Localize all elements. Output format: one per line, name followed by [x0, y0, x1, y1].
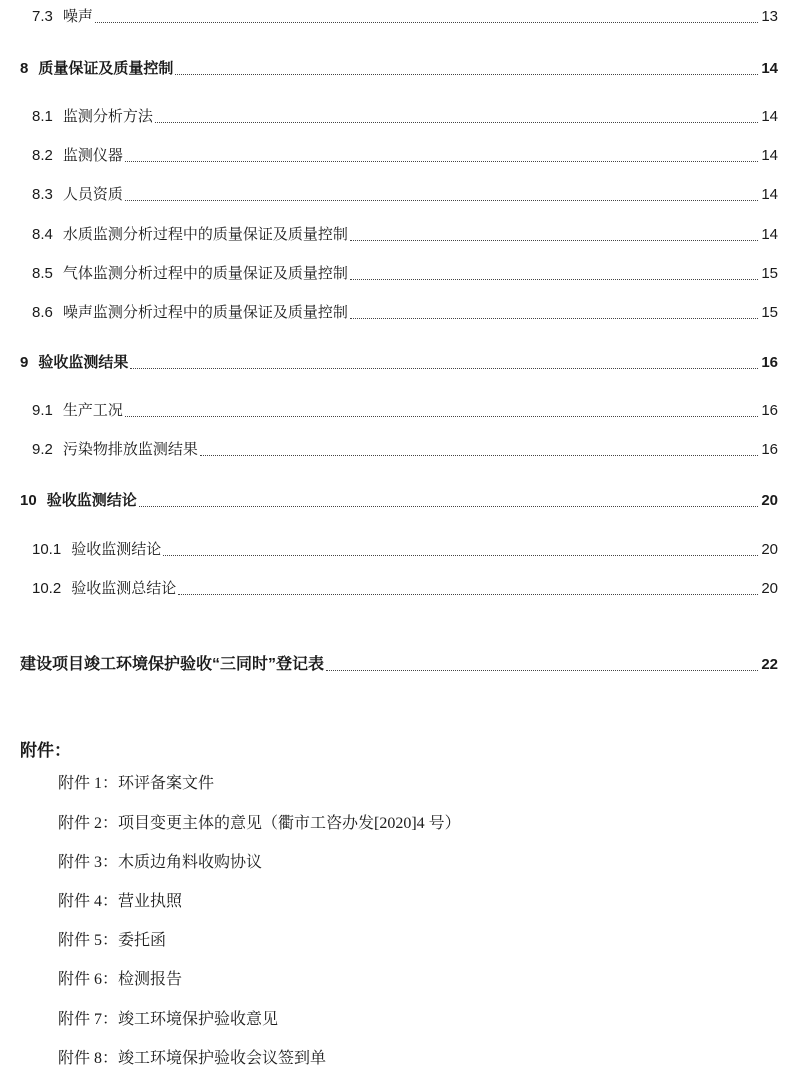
attachment-item: 附件 3：木质边角料收购协议	[58, 854, 263, 871]
toc-entry-label: 8.3 人员资质	[32, 186, 123, 203]
toc-page-number: 20	[761, 492, 778, 509]
dot-leader	[200, 455, 758, 456]
toc-page-number: 15	[761, 304, 778, 321]
attachment-item: 附件 4：营业执照	[58, 893, 183, 910]
toc-entry-label: 8.5 气体监测分析过程中的质量保证及质量控制	[32, 265, 348, 282]
toc-page-number: 14	[761, 186, 778, 203]
toc-entry-label: 8.6 噪声监测分析过程中的质量保证及质量控制	[32, 304, 348, 321]
dot-leader	[125, 416, 758, 417]
dot-leader	[125, 200, 758, 201]
dot-leader	[326, 670, 758, 671]
toc-entry-label: 9 验收监测结果	[20, 354, 129, 371]
toc-entry[interactable]	[32, 303, 778, 323]
toc-page-number: 14	[761, 147, 778, 164]
toc-page-number: 20	[761, 541, 778, 558]
toc-page-number: 13	[761, 8, 778, 25]
toc-page-number: 22	[761, 656, 778, 673]
toc-entry-label: 10 验收监测结论	[20, 492, 137, 509]
attachment-item: 附件 1：环评备案文件	[58, 775, 215, 792]
dot-leader	[130, 368, 758, 369]
toc-entry-label: 8.4 水质监测分析过程中的质量保证及质量控制	[32, 226, 348, 243]
toc-entry[interactable]	[32, 264, 778, 284]
dot-leader	[95, 22, 758, 23]
toc-page-number: 16	[761, 354, 778, 371]
toc-entry[interactable]	[32, 540, 778, 560]
toc-page-number: 16	[761, 402, 778, 419]
toc-registry-entry[interactable]	[20, 655, 778, 675]
toc-entry[interactable]	[32, 225, 778, 245]
toc-page-number: 14	[761, 108, 778, 125]
toc-page-number: 16	[761, 441, 778, 458]
toc-entry[interactable]	[32, 7, 778, 27]
toc-entry-label: 7.3 噪声	[32, 8, 93, 25]
toc-entry[interactable]	[32, 146, 778, 166]
attachment-item: 附件 2：项目变更主体的意见（衢市工咨办发[2020]4 号）	[58, 815, 461, 832]
dot-leader	[175, 74, 758, 75]
toc-entry-label: 9.2 污染物排放监测结果	[32, 441, 198, 458]
toc-entry-label: 建设项目竣工环境保护验收“三同时”登记表	[20, 656, 325, 673]
dot-leader	[350, 279, 758, 280]
toc-page-number: 20	[761, 580, 778, 597]
dot-leader	[163, 555, 758, 556]
attachments-heading: 附件：	[20, 741, 71, 760]
dot-leader	[139, 506, 759, 507]
toc-entry-label: 10.2 验收监测总结论	[32, 580, 177, 597]
dot-leader	[350, 240, 758, 241]
toc-chapter-entry[interactable]	[20, 491, 778, 511]
attachment-item: 附件 6：检测报告	[58, 971, 183, 988]
toc-entry-label: 9.1 生产工况	[32, 402, 123, 419]
attachment-item: 附件 5：委托函	[58, 932, 167, 949]
toc-entry[interactable]	[32, 401, 778, 421]
toc-entry-label: 8 质量保证及质量控制	[20, 60, 174, 77]
toc-entry-label: 8.1 监测分析方法	[32, 108, 153, 125]
toc-entry-label: 8.2 监测仪器	[32, 147, 123, 164]
dot-leader	[178, 594, 758, 595]
dot-leader	[155, 122, 758, 123]
toc-entry[interactable]	[32, 440, 778, 460]
toc-page-number: 14	[761, 226, 778, 243]
attachment-item: 附件 7：竣工环境保护验收意见	[58, 1011, 279, 1028]
toc-entry[interactable]	[32, 579, 778, 599]
toc-chapter-entry[interactable]	[20, 59, 778, 79]
dot-leader	[350, 318, 758, 319]
toc-chapter-entry[interactable]	[20, 353, 778, 373]
dot-leader	[125, 161, 758, 162]
toc-entry[interactable]	[32, 107, 778, 127]
toc-page-number: 14	[761, 60, 778, 77]
toc-entry-label: 10.1 验收监测结论	[32, 541, 162, 558]
attachment-item: 附件 8：竣工环境保护验收会议签到单	[58, 1050, 327, 1067]
toc-page-number: 15	[761, 265, 778, 282]
toc-entry[interactable]	[32, 185, 778, 205]
